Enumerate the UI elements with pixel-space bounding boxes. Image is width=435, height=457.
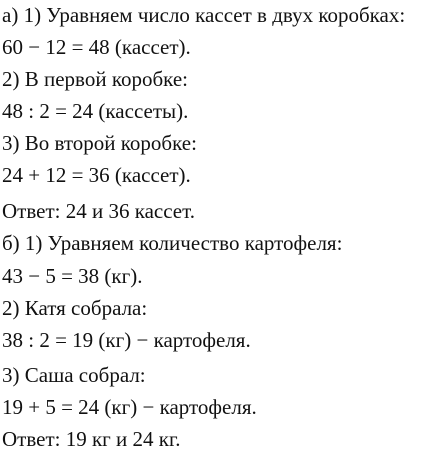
part-a-step2-heading: 2) В первой коробке:: [2, 67, 188, 91]
part-b-step3-heading: 3) Саша собрал:: [2, 363, 146, 387]
part-a-step3-calc: 24 + 12 = 36 (кассет).: [2, 163, 191, 187]
part-a-answer: Ответ: 24 и 36 кассет.: [2, 199, 195, 223]
part-b-step1-calc: 43 − 5 = 38 (кг).: [2, 264, 143, 288]
part-b-answer: Ответ: 19 кг и 24 кг.: [2, 427, 181, 451]
part-a-step1-heading: а) 1) Уравняем число кассет в двух коробках:: [2, 3, 406, 27]
part-b-step2-heading: 2) Катя собрала:: [2, 296, 148, 320]
part-a-step3-heading: 3) Во второй коробке:: [2, 131, 197, 155]
part-b-step2-calc: 38 : 2 = 19 (кг) − картофеля.: [2, 328, 251, 352]
part-b-step3-calc: 19 + 5 = 24 (кг) − картофеля.: [2, 395, 257, 419]
part-b-step1-heading: б) 1) Уравняем количество картофеля:: [2, 231, 343, 255]
part-a-step2-calc: 48 : 2 = 24 (кассеты).: [2, 99, 189, 123]
part-a-step1-calc: 60 − 12 = 48 (кассет).: [2, 35, 191, 59]
